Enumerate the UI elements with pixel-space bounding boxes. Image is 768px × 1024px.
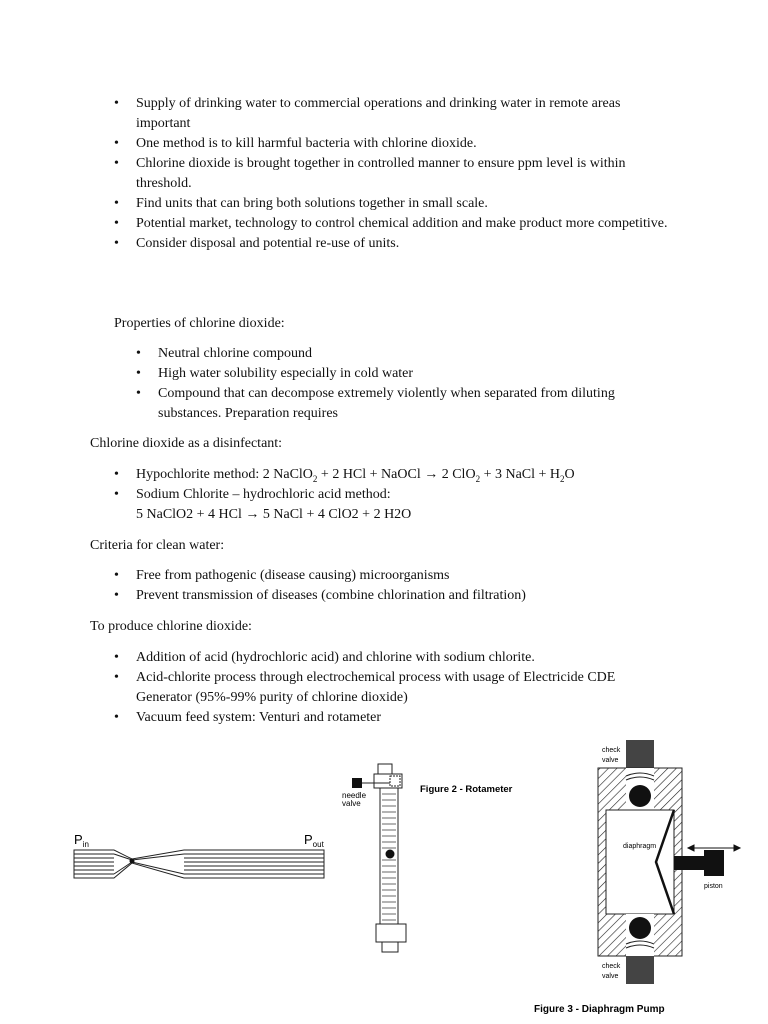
intro-bullet-4: • Find units that can bring both solutions together in small scale. xyxy=(114,194,674,214)
criteria-item-2: • Prevent transmission of diseases (combine chlorination and filtration) xyxy=(114,586,674,606)
needle-label-line1: needle xyxy=(342,791,367,800)
produce-item-3: • Vacuum feed system: Venturi and rotameter xyxy=(114,708,674,728)
sodium-chlorite-method: • Sodium Chlorite – hydrochloric acid method: 5 NaClO2 + 4 HCl → 5 NaCl + 4 ClO2 + 2 H2O xyxy=(114,485,674,525)
rotameter-body xyxy=(362,764,406,952)
intro-bullet-5: • Potential market, technology to control chemical addition and make product more competitive. xyxy=(114,214,674,234)
produce-heading: To produce chlorine dioxide: xyxy=(90,619,252,634)
disinfectant-heading: Chlorine dioxide as a disinfectant: xyxy=(90,436,283,451)
venturi-tube xyxy=(74,850,324,878)
venturi-figure xyxy=(68,826,332,882)
venturi-throat-dot xyxy=(130,859,135,864)
inlet-pipe xyxy=(626,740,654,768)
intro-bullet-list xyxy=(114,94,674,254)
diaphragm-label: diaphragm xyxy=(623,843,657,850)
intro-bullet-2: • One method is to kill harmful bacteria with chlorine dioxide. xyxy=(114,134,674,154)
check-valve-bottom-label-2: valve xyxy=(602,973,619,980)
property-item-2: • High water solubility especially in cold water xyxy=(136,364,666,384)
hypochlorite-method: • Hypochlorite method: 2 NaClO$_2$ + 2 HCl + NaOCl → 2 ClO$_2$ + 3 NaCl + $H_2O$ xyxy=(114,465,674,485)
intro-bullet-1: • Supply of drinking water to commercial operations and drinking water in remote areas important xyxy=(114,94,674,134)
check-valve-top-label-2: valve xyxy=(602,757,619,764)
top-check-ball xyxy=(629,785,651,807)
rotameter-caption: Figure 2 - Rotameter xyxy=(420,784,513,795)
properties-list xyxy=(136,344,666,424)
criteria-item-1: • Free from pathogenic (disease causing) microorganisms xyxy=(114,566,674,586)
bottom-check-ball xyxy=(629,917,651,939)
property-item-1: • Neutral chlorine compound xyxy=(136,344,666,364)
criteria-heading: Criteria for clean water: xyxy=(90,538,225,553)
piston-head xyxy=(704,850,724,876)
venturi-pin-label: $P_{in}$ xyxy=(74,832,89,849)
check-valve-bottom-label-1: check xyxy=(602,963,621,970)
produce-item-2: • Acid-chlorite process through electrochemical process with usage of Electricide CDE Generator (95%-99% purity of chlorine dioxide) xyxy=(114,668,674,708)
properties-heading: Properties of chlorine dioxide: xyxy=(114,316,285,331)
rotameter-figure xyxy=(336,752,526,962)
pump-caption: Figure 3 - Diaphragm Pump xyxy=(534,1004,665,1015)
diaphragm-chamber xyxy=(606,810,674,914)
produce-list xyxy=(114,648,674,728)
check-valve-top-label-1: check xyxy=(602,747,621,754)
intro-bullet-6: • Consider disposal and potential re-use of units. xyxy=(114,234,674,254)
needle-valve-block xyxy=(352,778,362,788)
piston-rod xyxy=(674,856,704,870)
outlet-pipe xyxy=(626,956,654,984)
intro-bullet-3: • Chlorine dioxide is brought together in controlled manner to ensure ppm level is within threshold. xyxy=(114,154,674,194)
venturi-pout-label: $P_{out}$ xyxy=(304,832,324,849)
rotameter-float xyxy=(386,850,395,859)
disinfectant-list xyxy=(114,465,674,525)
criteria-list xyxy=(114,566,674,606)
needle-label-line2: valve xyxy=(342,799,361,808)
piston-label: piston xyxy=(704,883,723,890)
property-item-3: • Compound that can decompose extremely violently when separated from diluting substances. Preparation requires xyxy=(136,384,666,424)
diaphragm-pump-figure xyxy=(528,738,750,1020)
produce-item-1: • Addition of acid (hydrochloric acid) and chlorine with sodium chlorite. xyxy=(114,648,674,668)
